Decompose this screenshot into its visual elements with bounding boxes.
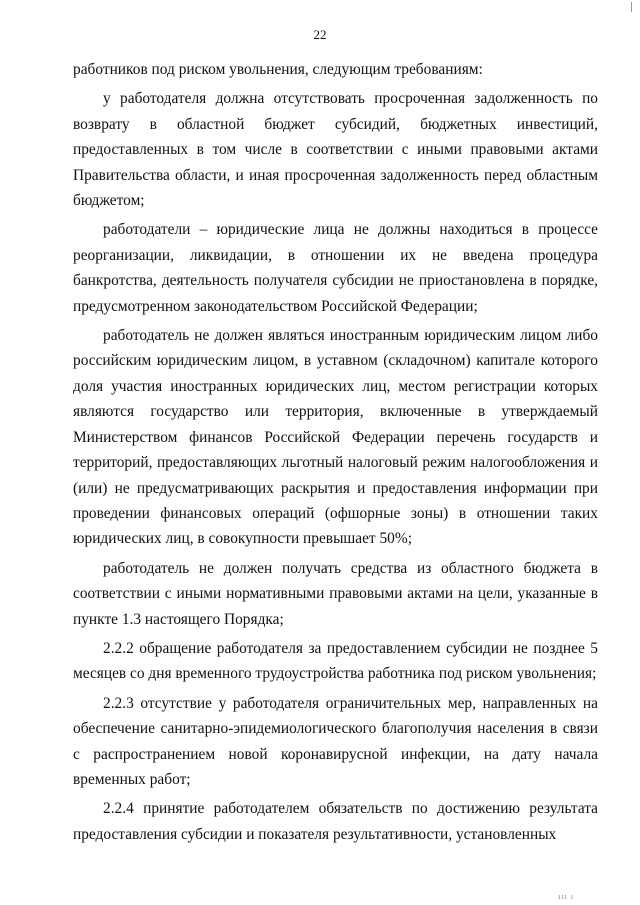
scan-corner-mark: [631, 2, 632, 12]
paragraph-2-2-4: 2.2.4 принятие работодателем обязательств по достижению результата предоставления субсидии и показателя результативности, установленных: [73, 800, 598, 843]
document-body: [73, 57, 598, 851]
page-number: 22: [313, 27, 327, 42]
paragraph-2-2-2: 2.2.2 обращение работодателя за предоставлением субсидии не позднее 5 месяцев со дня временного трудоустройства работника под риском увольнения;: [73, 639, 598, 683]
paragraph-2-2-3: 2.2.3 отсутствие у работодателя ограничительных мер, направленных на обеспечение санитарно-эпидемиологического благополучия населения в связи с распространением новой коронавирусной инфекции, на дату начала временных работ;: [73, 694, 598, 788]
paragraph-regional-funds: работодатель не должен получать средства из областного бюджета в соответствии с иными нормативными правовыми актами на цели, указанные в пункте 1.3 настоящего Порядка;: [73, 559, 598, 628]
paragraph-reorganization: работодатели – юридические лица не должны находиться в процессе реорганизации, ликвидации, в отношении их не введена процедура банкротства, деятельность получателя субсидии не приостановлена в порядке, предусмотренном законодательством Российской Федерации;: [73, 221, 598, 315]
footer-scan-mark: ııı ı: [558, 892, 574, 901]
paragraph-continuation: работников под риском увольнения, следующим требованиям:: [73, 61, 483, 78]
paragraph-budget-debt: у работодателя должна отсутствовать просроченная задолженность по возврату в областной бюджет субсидий, бюджетных инвестиций, предоставленных в том числе в соответствии с иными правовыми актами Правительства области, и иная просроченная задолженность перед областным бюджетом;: [73, 90, 598, 210]
paragraph-foreign-entity: работодатель не должен являться иностранным юридическим лицом либо российским юридическим лицом, в уставном (складочном) капитале которого доля участия иностранных юридических лиц, местом регистрации которых являются государство или территория, включенные в утверждаемый Министерством финансов Российской Федерации перечень государств и территорий, предоставляющих льготный налоговый режим налогообложения и (или) не предусматривающих раскрытия и предоставления информации при проведении финансовых операций (офшорные зоны) в отношении таких юридических лиц, в совокупности превышает 50%;: [73, 327, 598, 548]
